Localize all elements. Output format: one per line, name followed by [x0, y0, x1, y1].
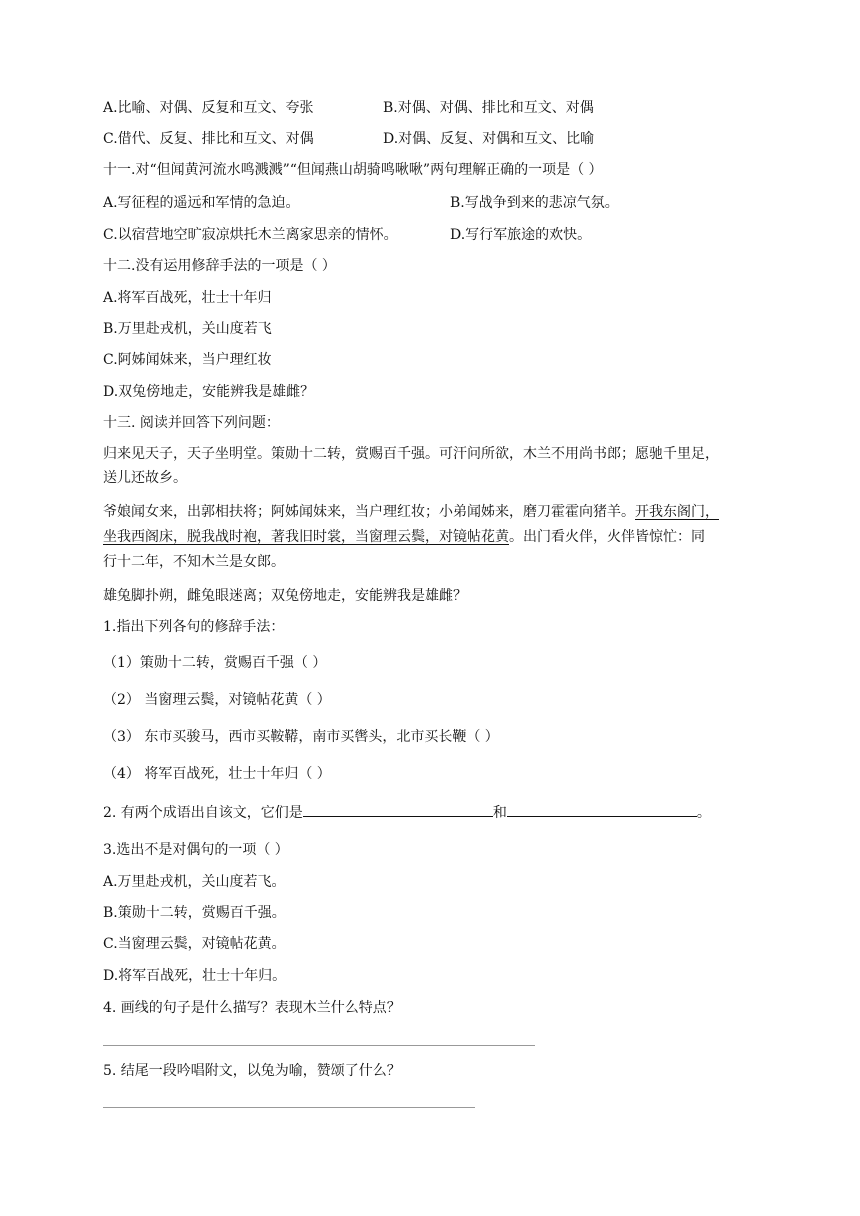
q10-option-a: A.比喻、对偶、反复和互文、夸张 — [103, 100, 314, 116]
answer-blank-1[interactable] — [303, 802, 493, 817]
sub-question-1-item-3: （3） 东市买骏马，西市买鞍鞯，南市买辔头，北市买长鞭（ ） — [103, 729, 499, 745]
passage-paragraph-2-line-1 — [103, 502, 719, 522]
sub-question-1-item-4: （4） 将军百战死，壮士十年归（ ） — [103, 766, 331, 782]
sub-question-3: 3.选出不是对偶句的一项（ ） — [103, 842, 289, 858]
answer-blank-2[interactable] — [507, 802, 697, 817]
sub-question-2 — [103, 802, 711, 823]
sub-question-1-item-2: （2） 当窗理云鬓，对镜帖花黄（ ） — [103, 692, 331, 708]
q11-option-c: C.以宿营地空旷寂凉烘托木兰离家思亲的情怀。 — [103, 227, 398, 243]
sub-question-1: 1.指出下列各句的修辞手法： — [103, 619, 285, 635]
q10-option-c: C.借代、反复、排比和互文、对偶 — [103, 131, 314, 147]
underlined-sentence: 开我东阁门， — [635, 504, 719, 520]
sub-question-3-option-d: D.将军百战死，壮士十年归。 — [103, 968, 287, 984]
q11-option-b: B.写战争到来的悲凉气氛。 — [450, 195, 619, 211]
sub-question-2-text: 2. 有两个成语出自该文，它们是 — [103, 805, 303, 821]
q10-option-d: D.对偶、反复、对偶和互文、比喻 — [383, 131, 595, 147]
answer-line-5[interactable] — [103, 1107, 475, 1108]
passage-paragraph-2-line-3: 行十二年，不知木兰是女郎。 — [103, 554, 285, 570]
sub-question-3-option-a: A.万里赴戎机，关山度若飞。 — [103, 874, 286, 890]
q10-option-b: B.对偶、对偶、排比和互文、对偶 — [383, 100, 594, 116]
q12-option-a: A.将军百战死，壮士十年归 — [103, 290, 272, 306]
passage-paragraph-3: 雄兔脚扑朔，雌兔眼迷离；双兔傍地走，安能辨我是雄雌？ — [103, 588, 467, 604]
q12-stem: 十二.没有运用修辞手法的一项是（ ） — [103, 258, 336, 274]
period: 。 — [696, 805, 711, 821]
q11-option-a: A.写征程的遥远和军情的急迫。 — [103, 195, 300, 211]
passage-paragraph-1-line-1: 归来见天子，天子坐明堂。策勋十二转，赏赐百千强。可汗问所欲，木兰不用尚书郎；愿驰千里足， — [103, 446, 719, 462]
answer-line-4[interactable] — [103, 1045, 535, 1046]
passage-text: 爷娘闻女来，出郭相扶将；阿姊闻妹来，当户理红妆；小弟闻姊来，磨刀霍霍向猪羊。 — [103, 504, 635, 520]
q12-option-d: D.双兔傍地走，安能辨我是雄雌？ — [103, 384, 315, 400]
passage-paragraph-1-line-2: 送儿还故乡。 — [103, 470, 187, 486]
sub-question-1-item-1: （1）策勋十二转，赏赐百千强（ ） — [103, 655, 327, 671]
passage-paragraph-2-line-2 — [103, 527, 705, 547]
passage-text: 。出门看火伴，火伴皆惊忙：同 — [509, 529, 705, 545]
q11-stem: 十一.对“但闻黄河流水鸣溅溅”“但闻燕山胡骑鸣啾啾”两句理解正确的一项是（ ） — [103, 162, 603, 178]
sub-question-3-option-b: B.策勋十二转，赏赐百千强。 — [103, 905, 286, 921]
underlined-sentence: 坐我西阁床，脱我战时袍，著我旧时裳，当窗理云鬓，对镜帖花黄 — [103, 529, 509, 545]
q12-option-c: C.阿姊闻妹来，当户理红妆 — [103, 352, 272, 368]
q13-stem: 十三. 阅读并回答下列问题： — [103, 415, 280, 431]
sub-question-4: 4. 画线的句子是什么描写？表现木兰什么特点？ — [103, 1000, 401, 1016]
q12-option-b: B.万里赴戎机，关山度若飞 — [103, 321, 272, 337]
q11-option-d: D.写行军旅途的欢快。 — [450, 227, 592, 243]
conjunction: 和 — [492, 805, 507, 821]
sub-question-3-option-c: C.当窗理云鬓，对镜帖花黄。 — [103, 936, 286, 952]
sub-question-5: 5. 结尾一段吟唱附文，以兔为喻，赞颂了什么？ — [103, 1063, 401, 1079]
